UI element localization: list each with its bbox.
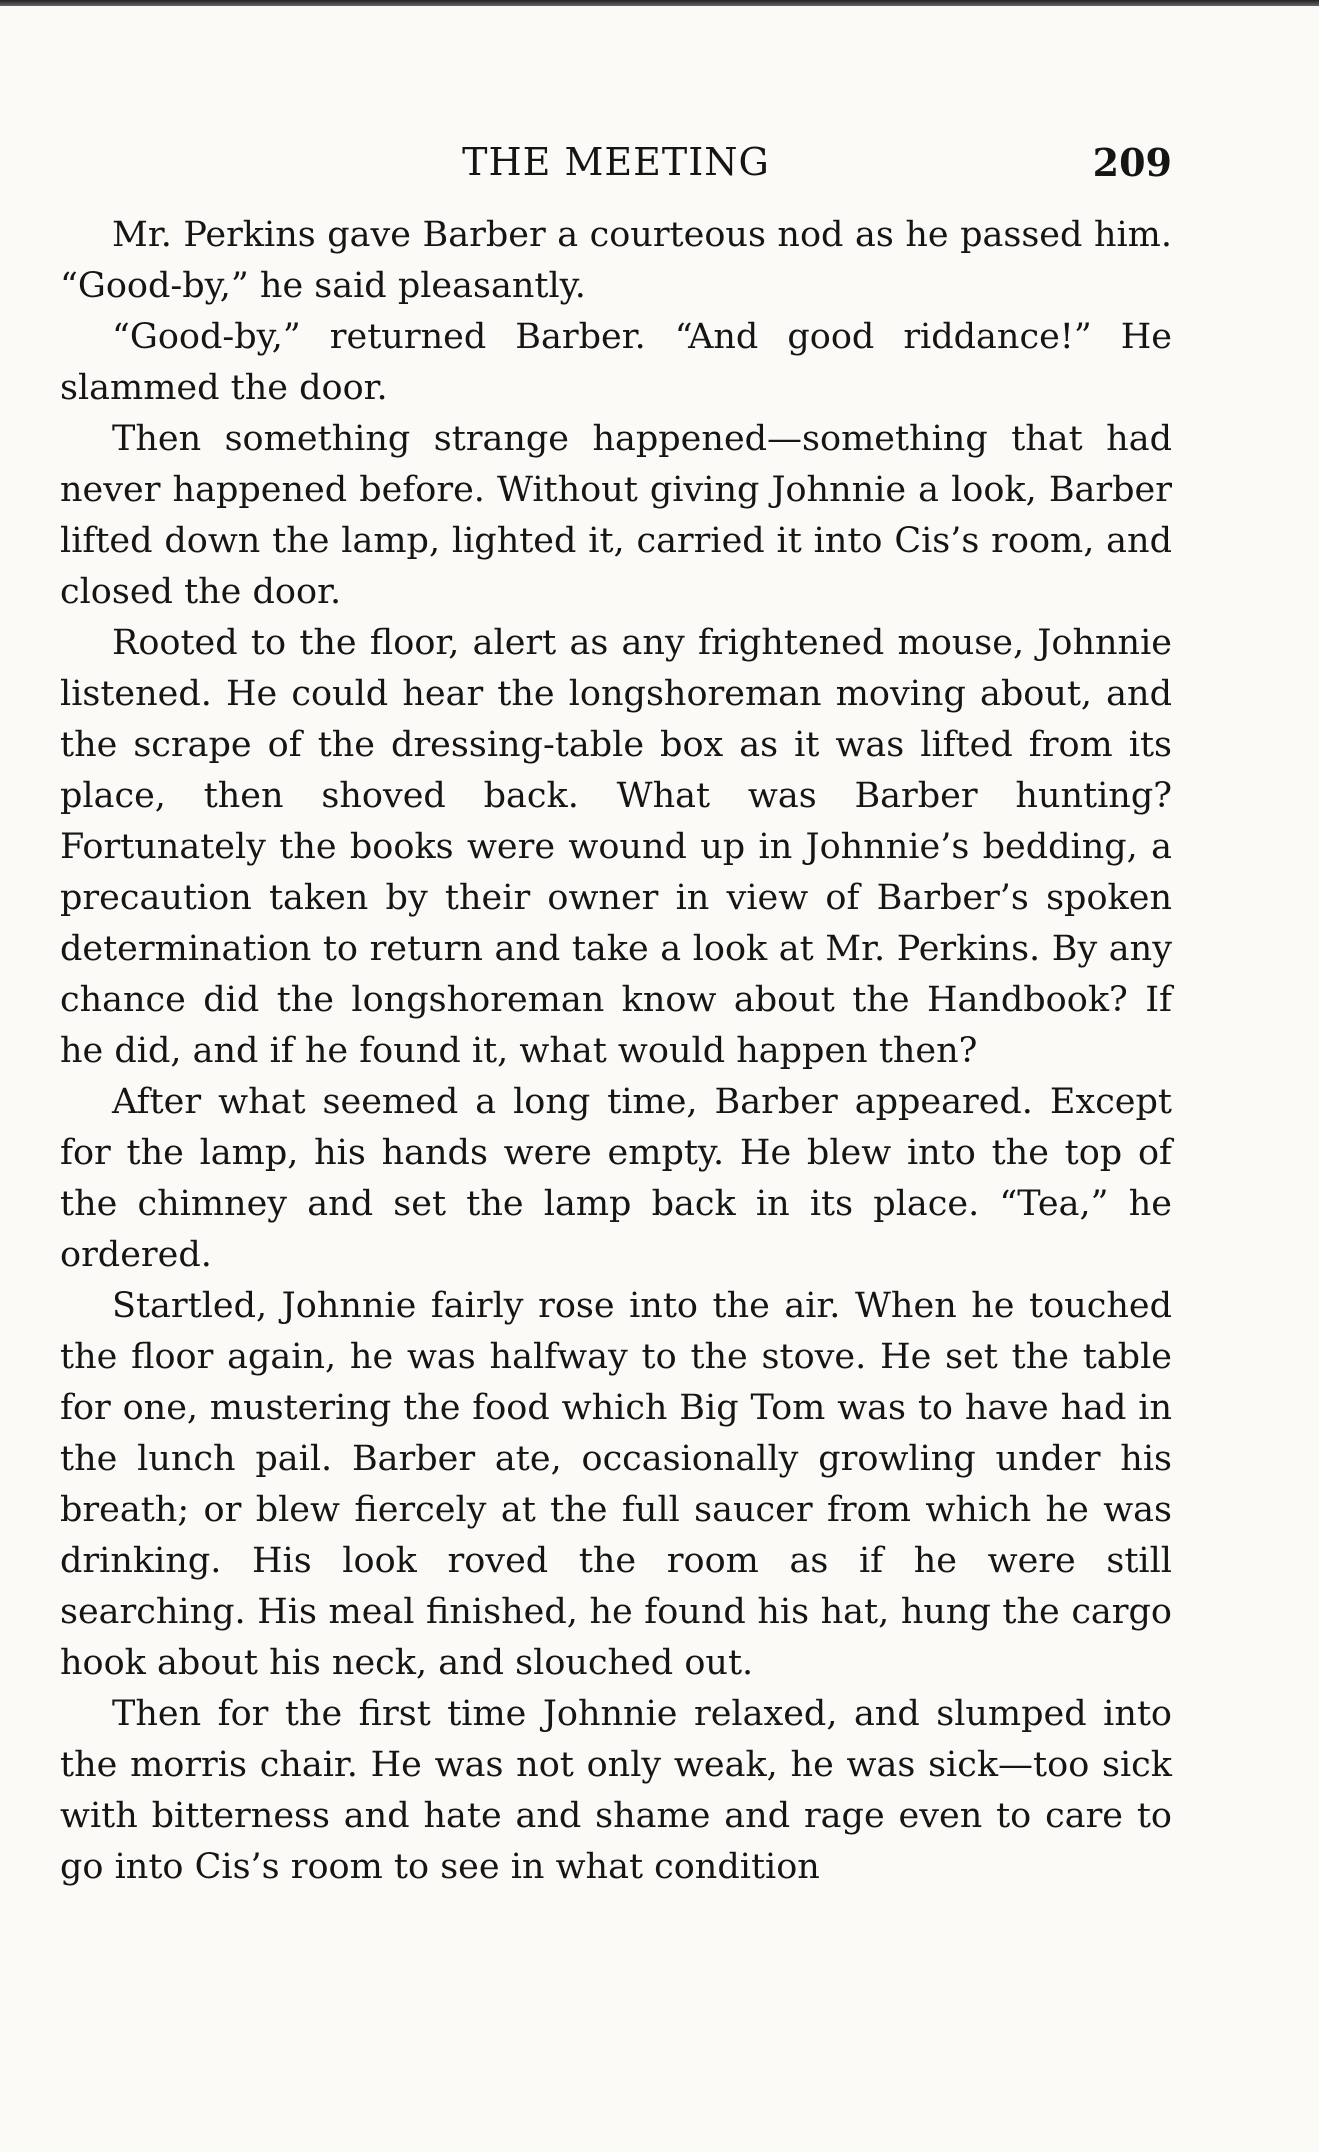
paragraph-5: After what seemed a long time, Barber appeared. Except for the lamp, his hands were empty. He blew into the top of the chimney and set the lamp back in its place. “Tea,” he ordered.	[60, 1082, 1172, 1275]
paragraph-3: Then something strange happened—something that had never happened before. Without giving Johnnie a look, Barber lifted down the lamp, lighted it, carried it into Cis’s room, and closed the door.	[60, 419, 1172, 612]
book-page	[60, 140, 1172, 1893]
paragraph-6: Startled, Johnnie fairly rose into the air. When he touched the floor again, he was halfway to the stove. He set the table for one, mustering the food which Big Tom was to have had in the lunch pail. Barber ate, occasionally growling under his breath; or blew fiercely at the full saucer from which he was drinking. His look roved the room as if he were still searching. His meal finished, he found his hat, hung the cargo hook about his neck, and slouched out.	[60, 1286, 1172, 1683]
paragraph-1: Mr. Perkins gave Barber a courteous nod as he passed him. “Good-by,” he said pleasantly.	[60, 215, 1172, 306]
chapter-title: THE MEETING	[462, 140, 770, 184]
paragraph-7: Then for the first time Johnnie relaxed, and slumped into the morris chair. He was not only weak, he was sick—too sick with bitterness and hate and shame and rage even to care to go into Cis’s room to see in what condition	[60, 1694, 1172, 1887]
page-number: 209	[1092, 140, 1172, 185]
page-top-edge	[0, 0, 1319, 6]
running-head	[60, 140, 1172, 200]
paragraph-4: Rooted to the floor, alert as any frightened mouse, Johnnie listened. He could hear the longshoreman moving about, and the scrape of the dressing-table box as it was lifted from its place, then shoved back. What was Barber hunting? Fortunately the books were wound up in Johnnie’s bedding, a precaution taken by their owner in view of Barber’s spoken determination to return and take a look at Mr. Perkins. By any chance did the longshoreman know about the Handbook? If he did, and if he found it, what would happen then?	[60, 623, 1172, 1071]
paragraph-2: “Good-by,” returned Barber. “And good riddance!” He slammed the door.	[60, 317, 1172, 408]
